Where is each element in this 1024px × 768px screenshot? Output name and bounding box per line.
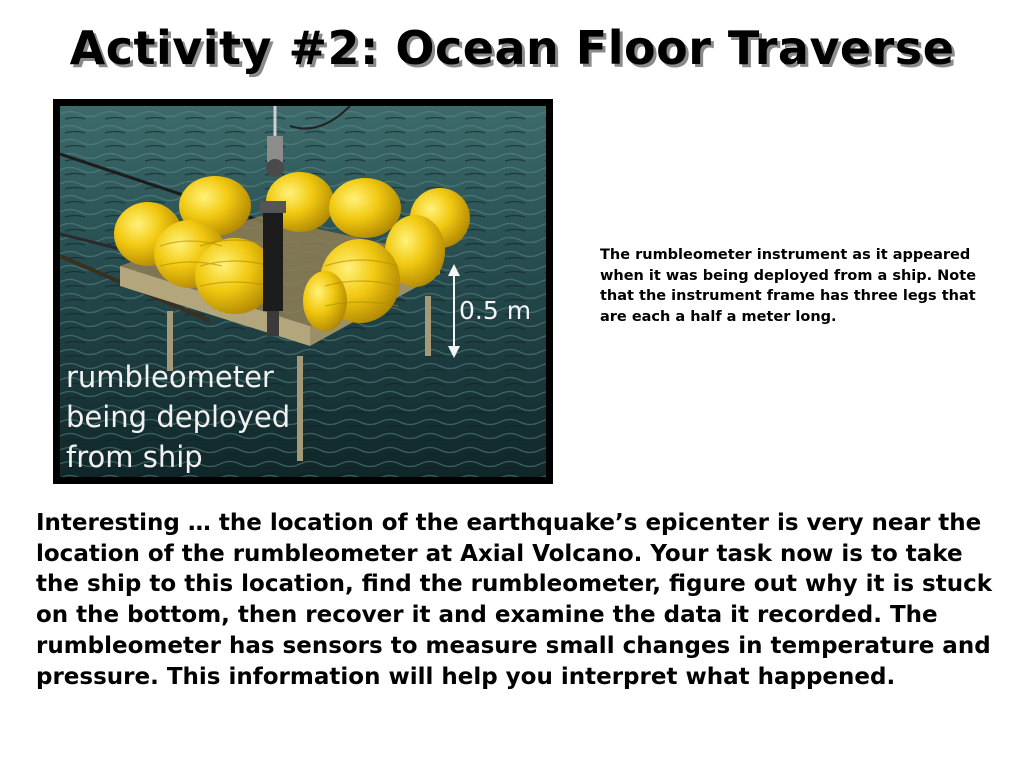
scale-label: 0.5 m (459, 296, 532, 325)
rumbleometer-photo-image (60, 106, 546, 477)
photo-label-line-1: rumbleometer (66, 360, 274, 394)
rumbleometer-photo (53, 99, 553, 484)
activity-description: Interesting … the location of the earthquake’s epicenter is very near the location of the rumbleometer at Axial Volcano. Your task now is to take the ship to this location, find the rumbleometer, figure out why it is stuck on the bottom, then recover it and examine the data it recorded. The rumbleometer has sensors to measure small changes in temperature and pressure. This information will help you interpret what happened. (36, 510, 993, 690)
slide-title: Activity #2: Ocean Floor Traverse (69, 21, 955, 75)
photo-caption: The rumbleometer instrument as it appeared when it was being deployed from a ship. Note that the instrument frame has three legs that are each a half a meter long. (600, 247, 977, 325)
photo-label-line-2: being deployed (66, 400, 291, 434)
photo-label-line-3: from ship (66, 440, 203, 474)
